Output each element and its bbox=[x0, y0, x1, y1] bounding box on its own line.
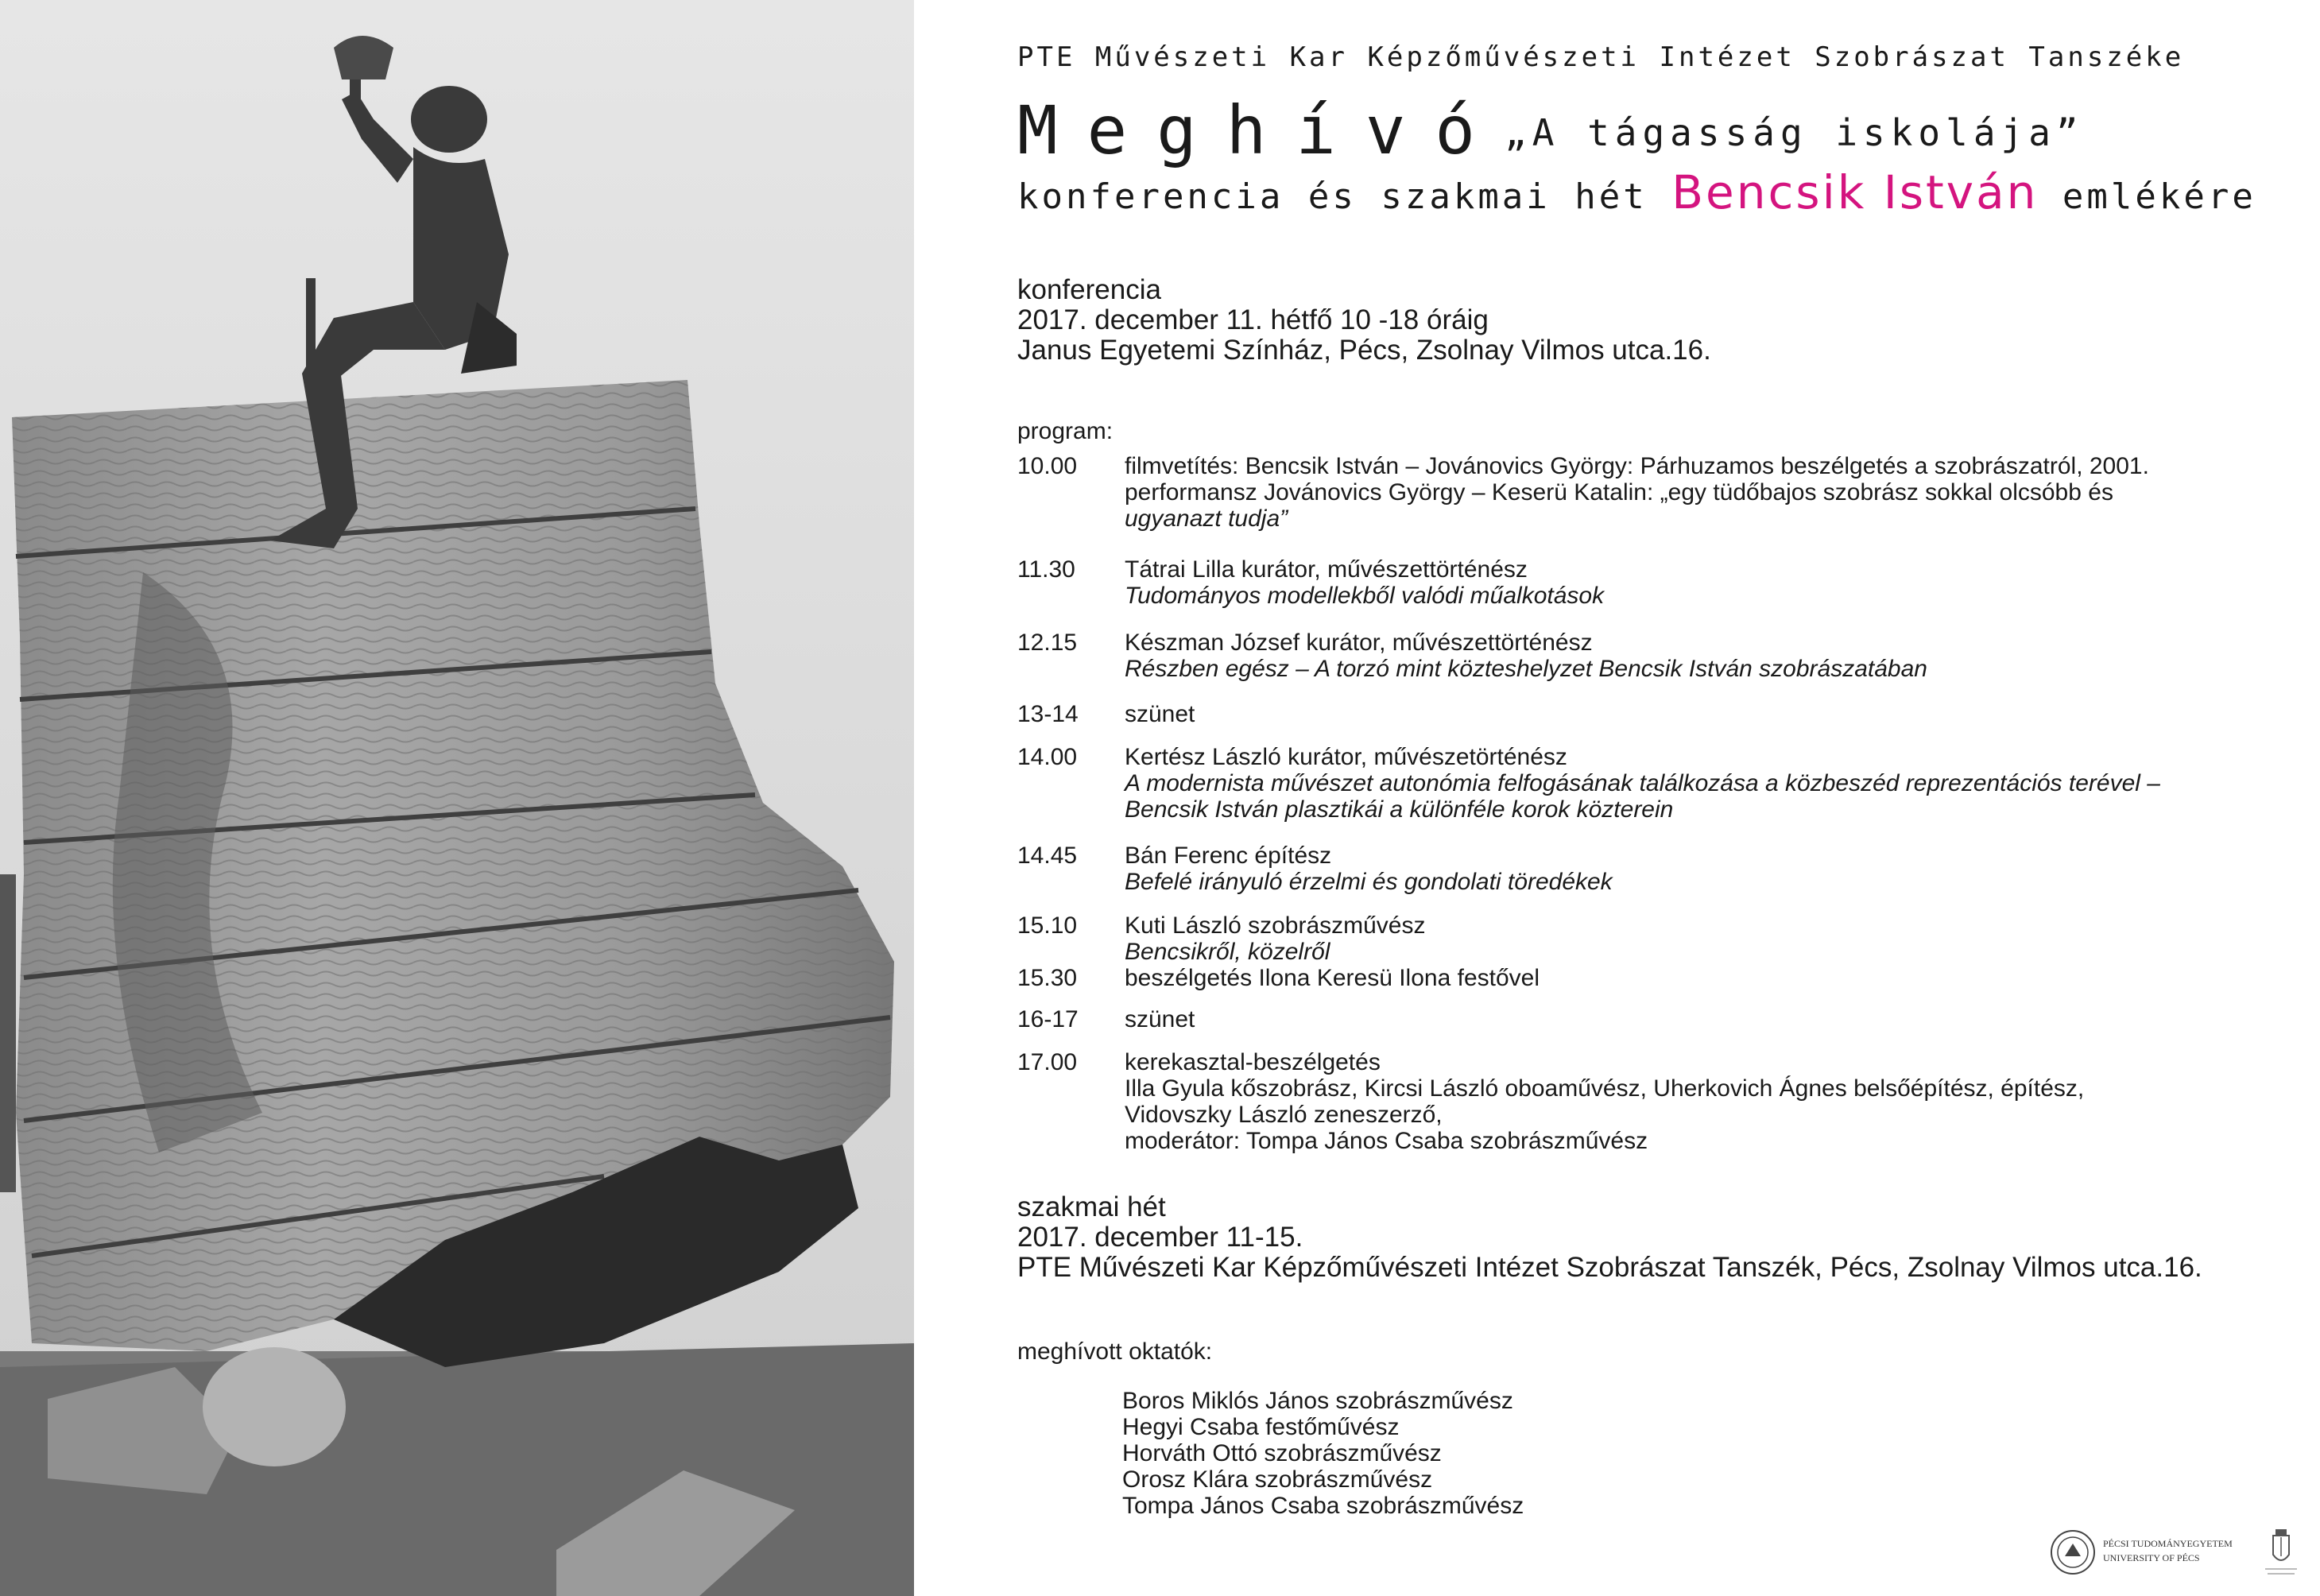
university-seal-icon bbox=[2051, 1531, 2094, 1574]
event-dedication bbox=[1017, 165, 2256, 219]
program-line: Tudományos modellekből valódi műalkotások bbox=[1125, 583, 1605, 609]
program-line: Készman József kurátor, művészettörténész bbox=[1125, 629, 1593, 656]
conference-section bbox=[1017, 275, 1711, 366]
program-line: szünet bbox=[1125, 1006, 1195, 1032]
logos-graphic bbox=[2041, 1524, 2303, 1580]
program-line: Bencsikről, közelről bbox=[1125, 939, 1330, 965]
main-title: Meghívó bbox=[1017, 91, 1505, 169]
program-line: Kuti László szobrászművész bbox=[1125, 912, 1426, 939]
program-line: moderátor: Tompa János Csaba szobrászművész bbox=[1125, 1128, 1648, 1154]
conference-venue: Janus Egyetemi Színház, Pécs, Zsolnay Vilmos utca.16. bbox=[1017, 335, 1711, 366]
dedication-prefix: konferencia és szakmai hét bbox=[1017, 176, 1648, 217]
program-label: program: bbox=[1017, 418, 1114, 444]
program-line: A modernista művészet autonómia felfogásának találkozása a közbeszéd reprezentációs terével – bbox=[1125, 770, 2160, 796]
program-line: szünet bbox=[1125, 701, 1195, 727]
university-name-en: UNIVERSITY OF PÉCS bbox=[2103, 1552, 2200, 1563]
teachers-list bbox=[1122, 1388, 1524, 1519]
program-item bbox=[1017, 701, 1195, 727]
program-item bbox=[1017, 965, 1540, 991]
program-line: Befelé irányuló érzelmi és gondolati töredékek bbox=[1125, 869, 1613, 895]
photo-illustration bbox=[0, 0, 914, 1596]
institute-line: PTE Művészeti Kar Képzőművészeti Intézet Szobrászat Tanszéke bbox=[1017, 41, 2185, 73]
program-item bbox=[1017, 453, 2149, 532]
program-item bbox=[1017, 1006, 1195, 1032]
program-time: 17.00 bbox=[1017, 1049, 1078, 1075]
program-time: 15.10 bbox=[1017, 912, 1078, 939]
program-line: performansz Jovánovics György – Keserü Katalin: „egy tüdőbajos szobrász sokkal olcsóbb és bbox=[1125, 479, 2113, 506]
teacher-name: Orosz Klára szobrászművész bbox=[1122, 1466, 1433, 1493]
teacher-name: Hegyi Csaba festőművész bbox=[1122, 1414, 1400, 1440]
program-item bbox=[1017, 1049, 2084, 1154]
program-item bbox=[1017, 556, 1604, 609]
sculptor-photo bbox=[0, 0, 914, 1596]
workshop-section bbox=[1017, 1192, 2202, 1283]
teacher-name: Boros Miklós János szobrászművész bbox=[1122, 1388, 1513, 1414]
workshop-date: 2017. december 11-15. bbox=[1017, 1222, 1303, 1253]
teachers-label: meghívott oktatók: bbox=[1017, 1338, 1213, 1365]
program-line: Részben egész – A torzó mint közteshelyzet Bencsik István szobrászatában bbox=[1125, 656, 1927, 682]
program-item bbox=[1017, 843, 1613, 895]
program-time: 11.30 bbox=[1017, 556, 1075, 583]
program-line: beszélgetés Ilona Keresü Ilona festővel bbox=[1125, 965, 1540, 991]
program-line: filmvetítés: Bencsik István – Jovánovics György: Párhuzamos beszélgetés a szobrászatról, 2001. bbox=[1125, 453, 2149, 479]
conference-date: 2017. december 11. hétfő 10 -18 óráig bbox=[1017, 304, 1489, 335]
program-item bbox=[1017, 912, 1426, 965]
teacher-name: Tompa János Csaba szobrászművész bbox=[1122, 1493, 1524, 1519]
program-time: 16-17 bbox=[1017, 1006, 1079, 1032]
program-time: 13-14 bbox=[1017, 701, 1079, 727]
workshop-label: szakmai hét bbox=[1017, 1191, 1166, 1222]
program-line: Tátrai Lilla kurátor, művészettörténész bbox=[1125, 556, 1528, 583]
program-line: Kertész László kurátor, művészetörténész bbox=[1125, 744, 1567, 770]
dedication-suffix: emlékére bbox=[2062, 176, 2256, 217]
invitation-text bbox=[914, 0, 2320, 1596]
program-line: Bencsik István plasztikái a különféle korok közterein bbox=[1125, 796, 1674, 823]
university-name-hu: PÉCSI TUDOMÁNYEGYETEM bbox=[2103, 1538, 2233, 1549]
program-item bbox=[1017, 629, 1927, 682]
program-time: 15.30 bbox=[1017, 965, 1078, 991]
program-line: ugyanazt tudja” bbox=[1125, 506, 1288, 532]
program-line: Illa Gyula kőszobrász, Kircsi László oboaművész, Uherkovich Ágnes belsőépítész, építész, bbox=[1125, 1075, 2085, 1102]
title-row bbox=[1017, 91, 2084, 169]
program-line: Bán Ferenc építész bbox=[1125, 843, 1332, 869]
teacher-name: Horváth Ottó szobrászművész bbox=[1122, 1440, 1442, 1466]
workshop-venue: PTE Művészeti Kar Képzőművészeti Intézet Szobrászat Tanszék, Pécs, Zsolnay Vilmos utca.16. bbox=[1017, 1252, 2202, 1283]
honoree-name: Bencsik István bbox=[1671, 165, 2039, 219]
program-time: 10.00 bbox=[1017, 453, 1078, 479]
program-line: kerekasztal-beszélgetés bbox=[1125, 1049, 1381, 1075]
program-item bbox=[1017, 744, 2160, 823]
footer-logos bbox=[2041, 1524, 2303, 1580]
program-time: 14.45 bbox=[1017, 843, 1078, 869]
program-time: 12.15 bbox=[1017, 629, 1078, 656]
program-line: Vidovszky László zeneszerző, bbox=[1125, 1102, 1443, 1128]
coat-of-arms-icon bbox=[2265, 1529, 2297, 1574]
event-subtitle: „A tágasság iskolája” bbox=[1505, 111, 2084, 154]
program-time: 14.00 bbox=[1017, 744, 1078, 770]
conference-label: konferencia bbox=[1017, 274, 1161, 305]
